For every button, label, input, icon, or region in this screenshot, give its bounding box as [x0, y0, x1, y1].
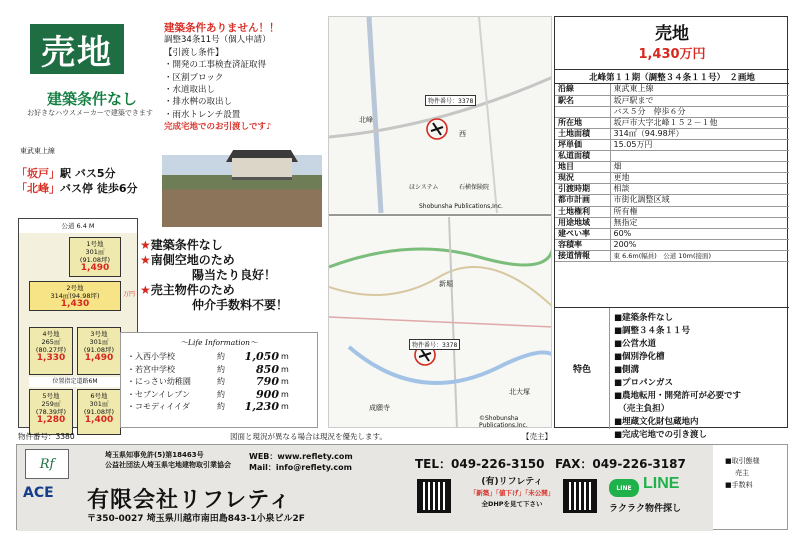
spec-price: 1,430万円 — [638, 47, 706, 62]
spec-value: 坂戸駅まで — [610, 95, 789, 106]
lot-price: 1,280 — [36, 415, 66, 425]
lot-area: 301㎡ — [89, 400, 109, 408]
footer — [16, 444, 788, 530]
spec-value: 坂戸市大字北峰１５２－１他 — [610, 117, 789, 128]
conditions-box — [164, 22, 324, 134]
lot-3[interactable] — [77, 327, 121, 375]
spec-key: 現況 — [555, 173, 610, 184]
condition-line: ・区割ブロック — [164, 72, 224, 83]
approx-label: 約 — [217, 402, 225, 412]
features — [555, 307, 789, 440]
selling-point: 仲介手数料不要！ — [192, 298, 289, 312]
spec-key: 土地面積 — [555, 128, 610, 139]
conditions-title: 建築条件ありません！！ — [164, 22, 280, 34]
lot-name: 3号地 — [90, 330, 108, 338]
lot-tsubo: (91.08坪) — [79, 256, 111, 264]
selling-point: 陽当たり良好！ — [192, 268, 277, 282]
line-text: LINE — [643, 475, 680, 492]
lot-4[interactable] — [29, 327, 73, 375]
condition-line: ・排水桝の取出し — [164, 97, 233, 108]
line-logo-icon: LINE — [609, 479, 639, 497]
lot-name: 6号地 — [90, 392, 108, 400]
feature-item: ■建築条件なし — [614, 313, 674, 323]
spec-key: 所在地 — [555, 117, 610, 128]
feature-item: （売主負担） — [614, 404, 670, 414]
feature-item: ■埋蔵文化財包蔵地内 — [614, 417, 699, 427]
web-label: WEB： — [249, 452, 278, 461]
feature-item: ■調整３４条１１号 — [614, 326, 691, 336]
qr-code-icon[interactable] — [417, 479, 451, 513]
life-info-row — [127, 364, 311, 377]
facility-distance: 1,050 — [244, 350, 279, 363]
selling-point: 南側空地のため — [150, 253, 235, 267]
facility-name: ・若宮中学校 — [127, 364, 175, 374]
map-drawing — [329, 17, 552, 428]
brand-sub: 「新築」「値下げ」「未公開」 — [469, 489, 555, 497]
spec-value: 更地 — [610, 173, 789, 184]
fee-title: ■手数料 — [725, 481, 753, 489]
company-address: 〒350-0027 埼玉県川越市南田島843-1小泉ビル2F — [87, 514, 305, 524]
lot-area: 301㎡ — [89, 338, 109, 346]
lot-name: 1号地 — [86, 240, 104, 248]
deal-seller: 売主 — [735, 469, 749, 477]
approx-label: 約 — [217, 364, 225, 374]
spec-key: 引渡時期 — [555, 184, 610, 195]
lot-tsubo: (91.08坪) — [83, 346, 115, 354]
life-info-row — [127, 389, 311, 402]
spec-value: 市街化調整区域 — [610, 195, 789, 206]
features-label: 特色 — [555, 308, 610, 429]
sale-badge: 売地 — [30, 24, 124, 74]
line-qr-code-icon[interactable] — [563, 479, 597, 513]
lot-price: 1,400 — [84, 415, 114, 425]
railway-line-label: 東武東上線 — [20, 147, 55, 155]
lot-6[interactable] — [77, 389, 121, 435]
brand-banner — [469, 477, 555, 510]
feature-item: ■プロパンガス — [614, 378, 674, 388]
feature-item: ■個別浄化槽 — [614, 352, 665, 362]
deal-type: 【売主】 — [522, 432, 552, 441]
lot-price: 1,490 — [80, 263, 110, 273]
spec-value: バス５分 停歩６分 — [610, 106, 789, 117]
lot-tsubo: (78.39坪) — [35, 408, 67, 416]
map-copyright: Shobunsha Publications,Inc. — [419, 203, 503, 210]
company-logo: Rf — [25, 449, 69, 479]
license-number: 埼玉県知事免許(5)第18463号 — [105, 451, 204, 459]
spec-key: 用途地域 — [555, 217, 610, 228]
selling-point: 売主物件のため — [150, 283, 235, 297]
life-info-row — [127, 376, 311, 389]
busstop-name: 「北峰」 — [16, 182, 60, 195]
fax-number: FAX：049-226-3187 — [555, 457, 686, 471]
property-number: 物件番号：3380 — [18, 432, 75, 441]
condition-line: ・水道取出し — [164, 85, 216, 96]
spec-key: 建ぺい率 — [555, 228, 610, 239]
station-name: 「坂戸」 — [16, 167, 60, 180]
spec-key: 容積率 — [555, 239, 610, 250]
distance-unit: m — [281, 364, 289, 374]
approx-label: 約 — [217, 352, 225, 361]
web-info — [249, 451, 353, 473]
lot-name: 2号地 — [66, 284, 84, 292]
lot-1[interactable] — [69, 237, 121, 277]
spec-period: 北峰第１１期（調整３４条１１号） ２画地 — [555, 69, 789, 84]
email-link[interactable]: info@reflety.com — [275, 463, 352, 472]
spec-key: 坪単価 — [555, 139, 610, 150]
lot-area: 259㎡ — [41, 400, 61, 408]
map-pin-label: 物件番号：3378 — [425, 95, 476, 106]
spec-key: 土地権利 — [555, 206, 610, 217]
spec-panel — [554, 16, 788, 440]
map-label: ほシステム — [409, 184, 439, 191]
feature-item: ■側溝 — [614, 365, 640, 375]
lot-area: 265㎡ — [41, 338, 61, 346]
map-label: 石横保険院 — [459, 184, 490, 191]
brand-name: (有)リフレティ — [481, 477, 543, 487]
spec-title: 売地 — [655, 24, 689, 44]
feature-item: ■完成宅地での引き渡し — [614, 430, 708, 440]
busstop-access-text: バス停 徒歩6分 — [60, 182, 138, 195]
notice: 図面と現況が異なる場合は現況を優先します。 — [230, 432, 387, 441]
station-access — [16, 166, 137, 196]
approx-label: 約 — [217, 389, 225, 399]
lot-tsubo: (94.98坪) — [69, 292, 100, 300]
spec-value: 200% — [610, 239, 789, 250]
station-access-text: 駅 バス5分 — [60, 167, 116, 180]
facility-distance: 900 — [256, 387, 279, 401]
spec-table — [555, 84, 789, 262]
facility-distance: 1,230 — [244, 400, 279, 414]
approx-label: 約 — [217, 377, 225, 387]
facility-distance: 850 — [256, 362, 279, 376]
deal-box — [717, 445, 789, 531]
distance-unit: m — [281, 377, 289, 387]
spec-value: 無指定 — [610, 217, 789, 228]
line-banner[interactable] — [609, 475, 709, 514]
mail-label: Mail： — [249, 463, 276, 472]
association: 公益社団法人埼玉県宅地建物取引業協会 — [105, 461, 231, 469]
facility-name: ・入西小学校 — [127, 352, 175, 361]
spec-key: 都市計画 — [555, 195, 610, 206]
no-condition-headline: 建築条件なし — [46, 90, 137, 108]
company-name: 有限会社リフレティ — [87, 487, 292, 513]
map-label: 北峰 — [359, 116, 373, 124]
map-copyright: ©Shobunsha Publications,Inc. — [479, 415, 528, 428]
selling-point: 建築条件なし — [150, 238, 223, 252]
area-map[interactable] — [328, 16, 552, 428]
license-info — [105, 450, 231, 470]
condition-line: 【引渡し条件】 — [164, 47, 224, 58]
private-road-label: 位置指定道路6M — [29, 377, 121, 387]
spec-value: 相談 — [610, 184, 789, 195]
spec-value: 東 6.6m(幅員) 公道 10m(接面) — [610, 250, 789, 261]
map-label: 北大塚 — [509, 388, 530, 396]
lot-area: 314㎡ — [50, 292, 70, 300]
spec-key — [555, 106, 610, 117]
life-info-row — [127, 351, 311, 364]
road-label: 公道 6.4 M — [19, 219, 137, 233]
map-label: 成願寺 — [369, 404, 390, 412]
lot-tsubo: (80.27坪) — [35, 346, 67, 354]
price-unit: 万円 — [123, 291, 136, 298]
facility-name: ・にっさい幼稚園 — [127, 377, 191, 387]
ace-logo: ACE — [23, 485, 54, 501]
spec-key: 接道情報 — [555, 250, 610, 261]
facility-name: ・セブンイレブン — [127, 389, 190, 399]
condition-line: 調整34条11号（個人申請） — [164, 35, 271, 46]
lot-2[interactable] — [29, 281, 121, 311]
facility-distance: 790 — [256, 375, 279, 389]
life-info-title: ～Life Information～ — [180, 338, 258, 347]
lot-name: 4号地 — [42, 330, 60, 338]
distance-unit: m — [281, 402, 289, 412]
lot-name: 5号地 — [42, 392, 60, 400]
facility-name: ・コモディイイダ — [127, 402, 190, 412]
map-label: 西 — [459, 130, 466, 138]
spec-key: 地目 — [555, 162, 610, 173]
star-icon: ★ — [140, 283, 151, 297]
selling-points — [140, 238, 320, 313]
spec-value: 東武東上線 — [610, 84, 789, 95]
lot-price: 1,490 — [84, 353, 114, 363]
photo-house — [232, 158, 292, 180]
spec-value: 15.05万円 — [610, 139, 789, 150]
feature-item: ■公営水道 — [614, 339, 657, 349]
line-sub: ラクラク物件探し — [609, 504, 682, 514]
feature-item: ■農地転用・開発許可が必要です — [614, 391, 742, 401]
lot-area: 301㎡ — [85, 248, 105, 256]
conditions-delivery: 完成宅地でのお引渡しです♪ — [164, 122, 272, 133]
lot-5[interactable] — [29, 389, 73, 435]
spec-key: 沿線 — [555, 84, 610, 95]
spec-key: 駅名 — [555, 95, 610, 106]
deal-title: ■取引態様 — [725, 457, 760, 465]
star-icon: ★ — [140, 238, 151, 252]
spec-value: 所有権 — [610, 206, 789, 217]
spec-value: 314㎡（94.98坪） — [610, 128, 789, 139]
condition-line: ・雨水トレンチ設置 — [164, 109, 241, 120]
lot-price: 1,330 — [36, 353, 66, 363]
spec-value: 畑 — [610, 162, 789, 173]
spec-value: 60% — [610, 228, 789, 239]
lot-tsubo: (91.08坪) — [83, 408, 115, 416]
website-link[interactable]: www.reflety.com — [277, 452, 353, 461]
life-info-row — [127, 401, 311, 414]
phone-number[interactable]: TEL：049-226-3150 — [415, 457, 545, 471]
map-label: 新堀 — [439, 280, 453, 288]
spec-key: 私道面積 — [555, 151, 610, 162]
spec-value — [610, 151, 789, 162]
life-information — [120, 332, 318, 428]
condition-line: ・開発の工事検査済証取得 — [164, 60, 267, 71]
distance-unit: m — [281, 352, 289, 361]
no-condition-subtext: お好きなハウスメーカーで建築できます — [27, 109, 153, 117]
star-icon: ★ — [140, 253, 151, 267]
brand-sub2: 全DHPを見て下さい — [481, 500, 543, 508]
map-pin-label: 物件番号：3378 — [409, 339, 460, 350]
distance-unit: m — [281, 389, 289, 399]
lot-price: 1,430 — [60, 299, 90, 309]
